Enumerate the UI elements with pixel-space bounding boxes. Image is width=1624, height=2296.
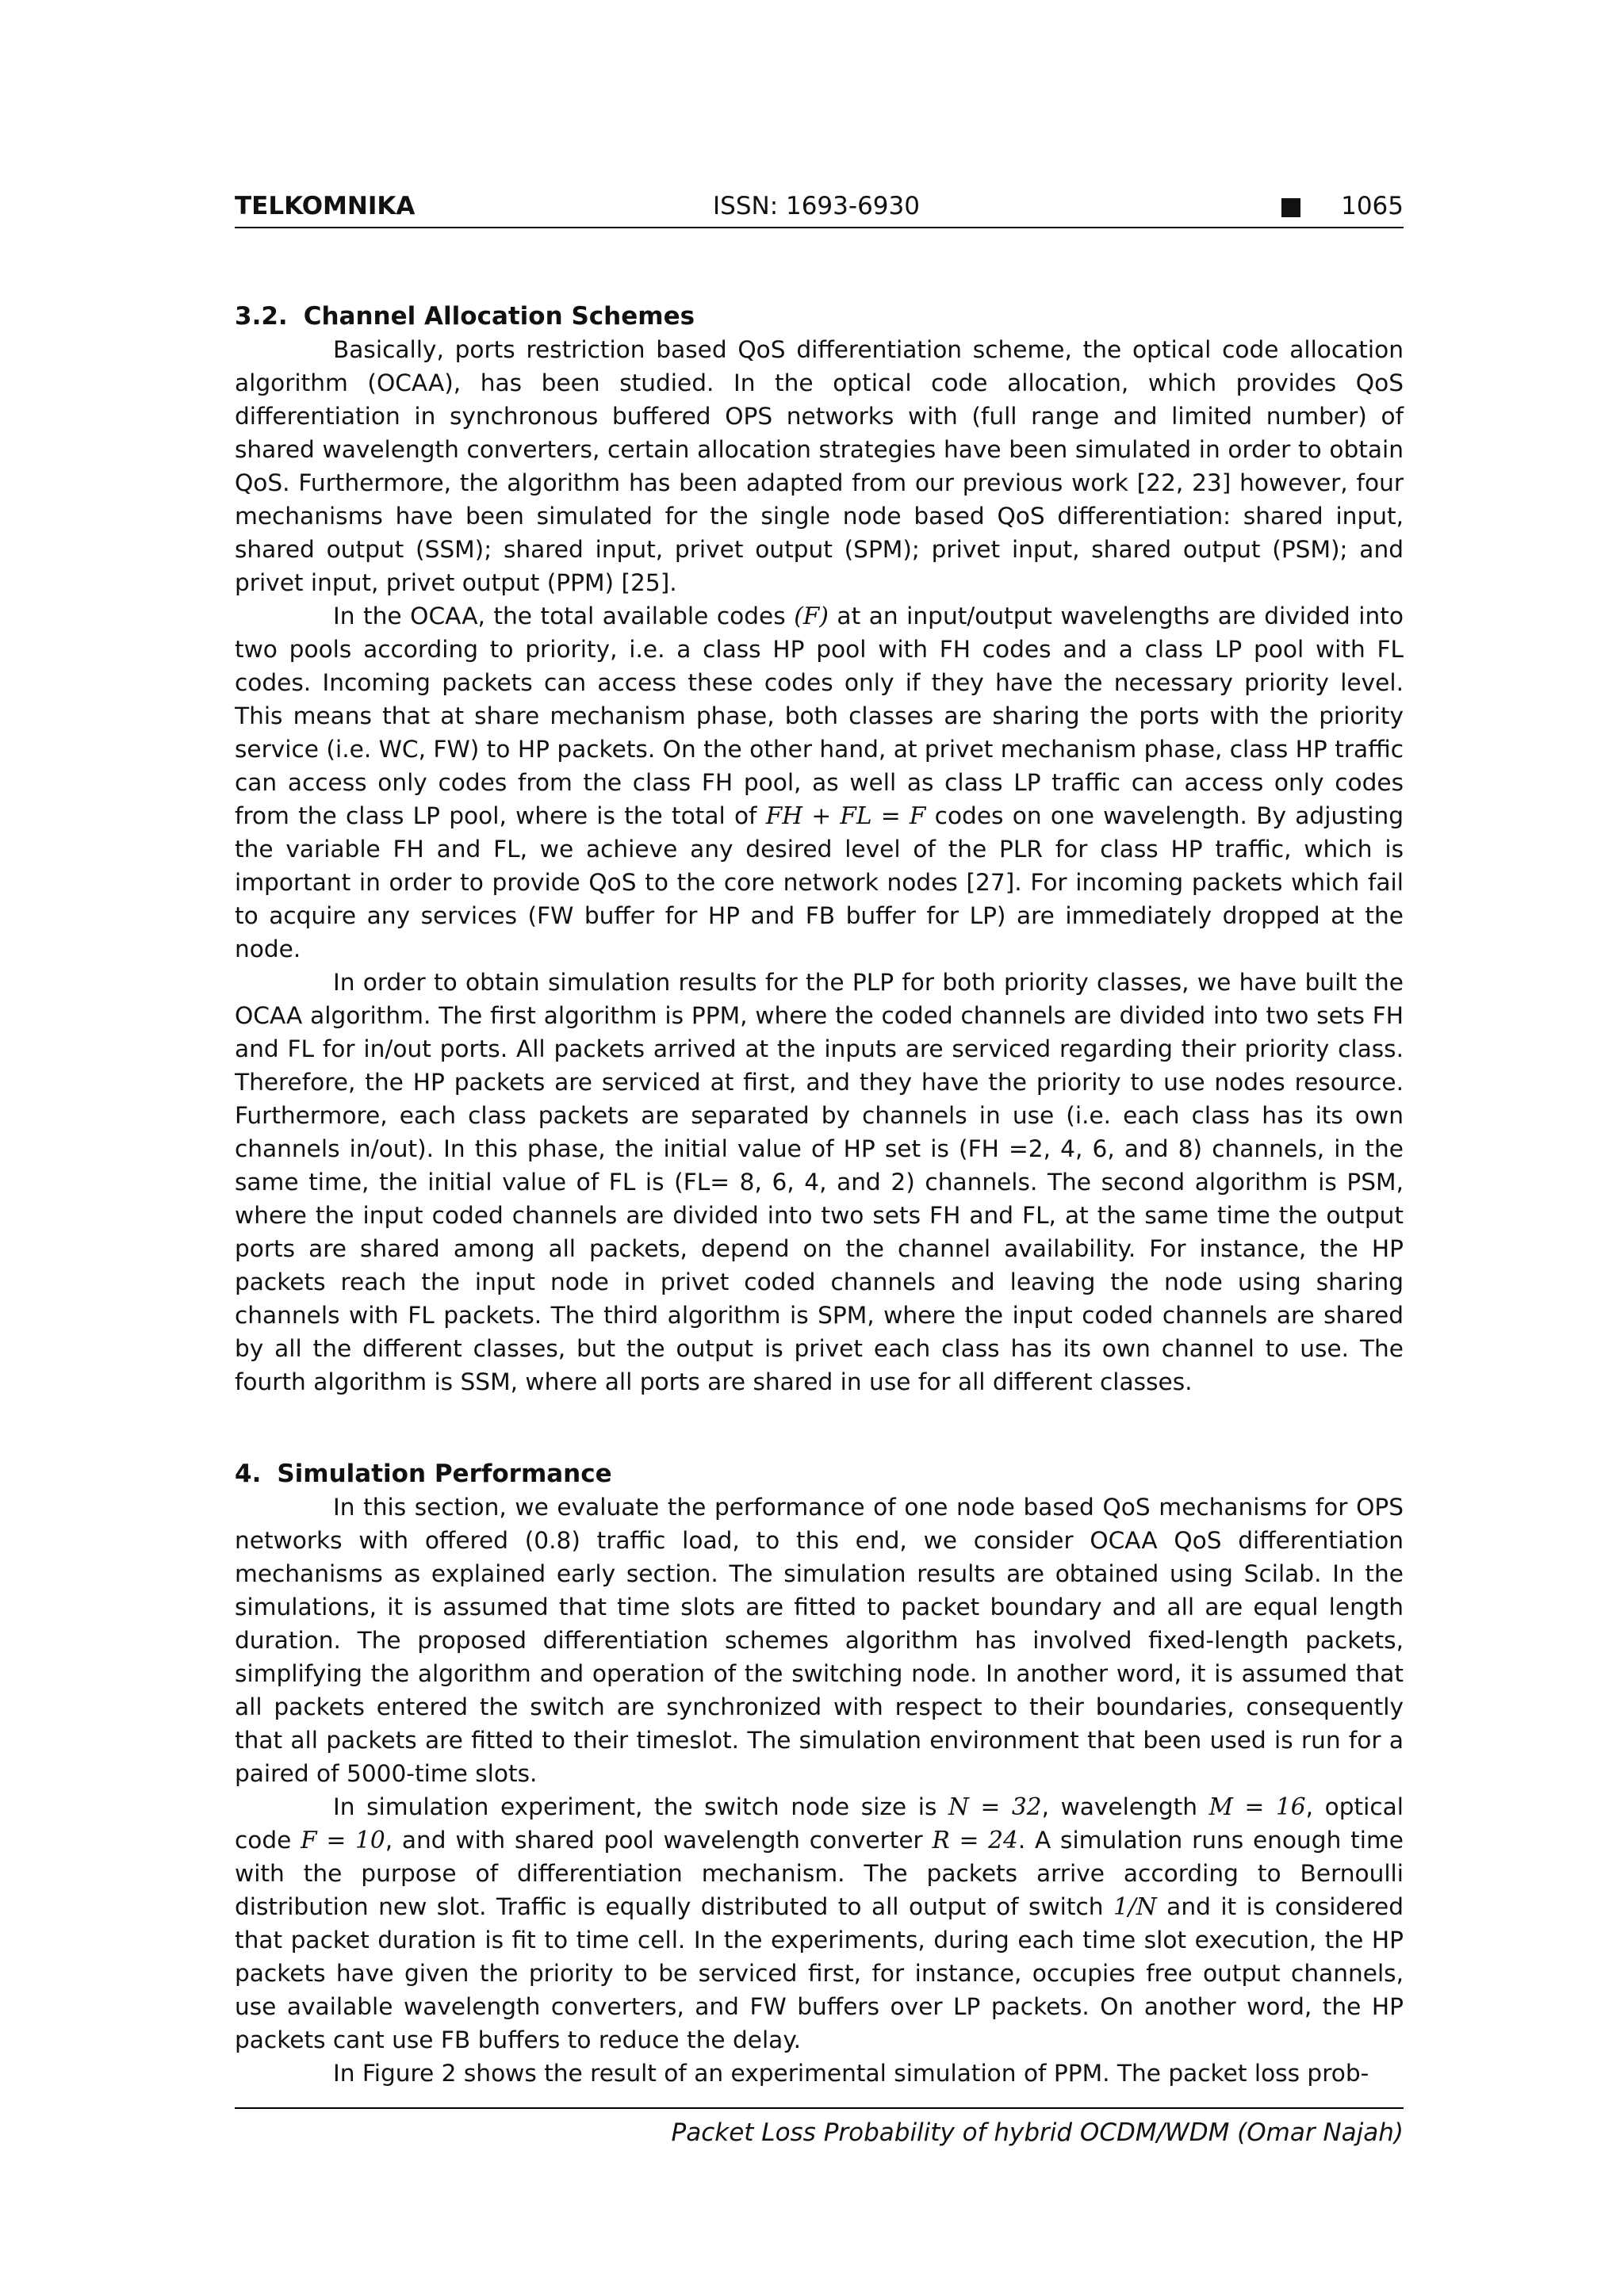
math-inline: FH + FL = F: [765, 802, 926, 829]
section-heading: [235, 300, 1404, 333]
text-run: In the OCAA, the total available codes: [333, 603, 795, 629]
paragraph: In this section, we evaluate the performance of one node based QoS mechanisms for OPS networks with offered (0.8) traffic load, to this end, we consider OCAA QoS differentiation mechanisms as explained early section. The simulation results are obtained using Scilab. In the simulations, it is assumed that time slots are fitted to packet boundary and all are equal length duration. The proposed differentiation schemes algorithm has involved fixed-length packets, simplifying the algorithm and operation of the switching node. In another word, it is assumed that all packets entered the switch are synchronized with respect to their boundaries, consequently that all packets are fitted to their timeslot. The simulation environment that been used is run for a paired of 5000-time slots.: [235, 1494, 1404, 1787]
section-number: 3.2.: [235, 302, 288, 331]
text-run: In simulation experiment, the switch node size is: [333, 1793, 948, 1820]
text-run: at an input/output wavelengths are divided into two pools according to priority, i.e. a class HP pool with FH codes and a class LP pool with FL codes. Incoming packets can access these codes only if they have the necessary priority level. This means that at share mechanism phase, both classes are sharing the ports with the priority service (i.e. WC, FW) to HP packets. On the other hand, at privet mechanism phase, class HP traffic can access only codes from the class FH pool, as well as class LP traffic can access only codes from the class LP pool, where is the total of: [235, 603, 1404, 829]
section-4: [235, 1457, 1404, 2090]
paragraph: Basically, ports restriction based QoS differentiation scheme, the optical code allocation algorithm (OCAA), has been studied. In the optical code allocation, which provides QoS differentiation in synchronous buffered OPS networks with (full range and limited number) of shared wavelength converters, certain allocation strategies have been simulated in order to obtain QoS. Furthermore, the algorithm has been adapted from our previous work [22, 23] however, four mechanisms have been simulated for the single node based QoS differentiation: shared input, shared output (SSM); shared input, privet output (SPM); privet input, shared output (PSM); and privet input, privet output (PPM) [25].: [235, 336, 1404, 596]
math-inline: (F): [794, 603, 829, 629]
text-run: and it is considered that packet duration is fit to time cell. In the experiments, during each time slot execution, the HP packets have given the priority to be serviced first, for instance, occupies free output channels, use available wavelength converters, and FW buffers over LP packets. On another word, the HP packets cant use FB buffers to reduce the delay.: [235, 1893, 1404, 2053]
text-run: , optical code: [235, 1793, 1404, 1854]
text-run: , and with shared pool wavelength converter: [385, 1827, 933, 1854]
page-content: [235, 189, 1404, 2090]
text-run: codes on one wavelength. By adjusting the variable FH and FL, we achieve any desired level of the PLR for class HP traffic, which is important in order to provide QoS to the core network nodes [27]. For incoming packets which fail to acquire any services (FW buffer for HP and FB buffer for LP) are immediately dropped at the node.: [235, 802, 1404, 962]
math-inline: M = 16: [1208, 1793, 1306, 1820]
paragraph: [235, 599, 1404, 966]
text-run: , wavelength: [1041, 1793, 1209, 1820]
paragraph: In Figure 2 shows the result of an experimental simulation of PPM. The packet loss prob-: [333, 2060, 1369, 2087]
section-heading: [235, 1457, 1404, 1490]
section-title: Simulation Performance: [277, 1460, 612, 1488]
page-number: 1065: [1341, 192, 1404, 220]
issn-label: ISSN: 1693-6930: [713, 192, 920, 220]
math-inline: 1/N: [1113, 1893, 1157, 1920]
running-footer: Packet Loss Probability of hybrid OCDM/WDM (Omar Najah): [671, 2118, 1404, 2147]
journal-name: TELKOMNIKA: [235, 192, 416, 220]
text-run: . A simulation runs enough time with the purpose of differentiation mechanism. The packets arrive according to Bernoulli distribution new slot. Traffic is equally distributed to all output of switch: [235, 1827, 1404, 1920]
running-header: [235, 189, 1404, 228]
square-bullet-icon: [1281, 198, 1300, 217]
section-number: 4.: [235, 1460, 262, 1488]
math-inline: N = 32: [948, 1793, 1042, 1820]
math-inline: R = 24: [932, 1827, 1018, 1854]
section-title: Channel Allocation Schemes: [303, 302, 695, 331]
paragraph: In order to obtain simulation results for the PLP for both priority classes, we have built the OCAA algorithm. The first algorithm is PPM, where the coded channels are divided into two sets FH and FL for in/out ports. All packets arrived at the inputs are serviced regarding their priority class. Therefore, the HP packets are serviced at first, and they have the priority to use nodes resource. Furthermore, each class packets are separated by channels in use (i.e. each class has its own channels in/out). In this phase, the initial value of HP set is (FH =2, 4, 6, and 8) channels, in the same time, the initial value of FL is (FL= 8, 6, 4, and 2) channels. The second algorithm is PSM, where the input coded channels are divided into two sets FH and FL, at the same time the output ports are shared among all packets, depend on the channel availability. For instance, the HP packets reach the input node in privet coded channels and leaving the node using sharing channels with FL packets. The third algorithm is SPM, where the input coded channels are shared by all the different classes, but the output is privet each class has its own channel to use. The fourth algorithm is SSM, where all ports are shared in use for all different classes.: [235, 969, 1404, 1395]
footer-divider: [235, 2107, 1404, 2109]
math-inline: F = 10: [301, 1827, 385, 1854]
section-3-2: [235, 300, 1404, 1399]
paragraph: [235, 1790, 1404, 2057]
